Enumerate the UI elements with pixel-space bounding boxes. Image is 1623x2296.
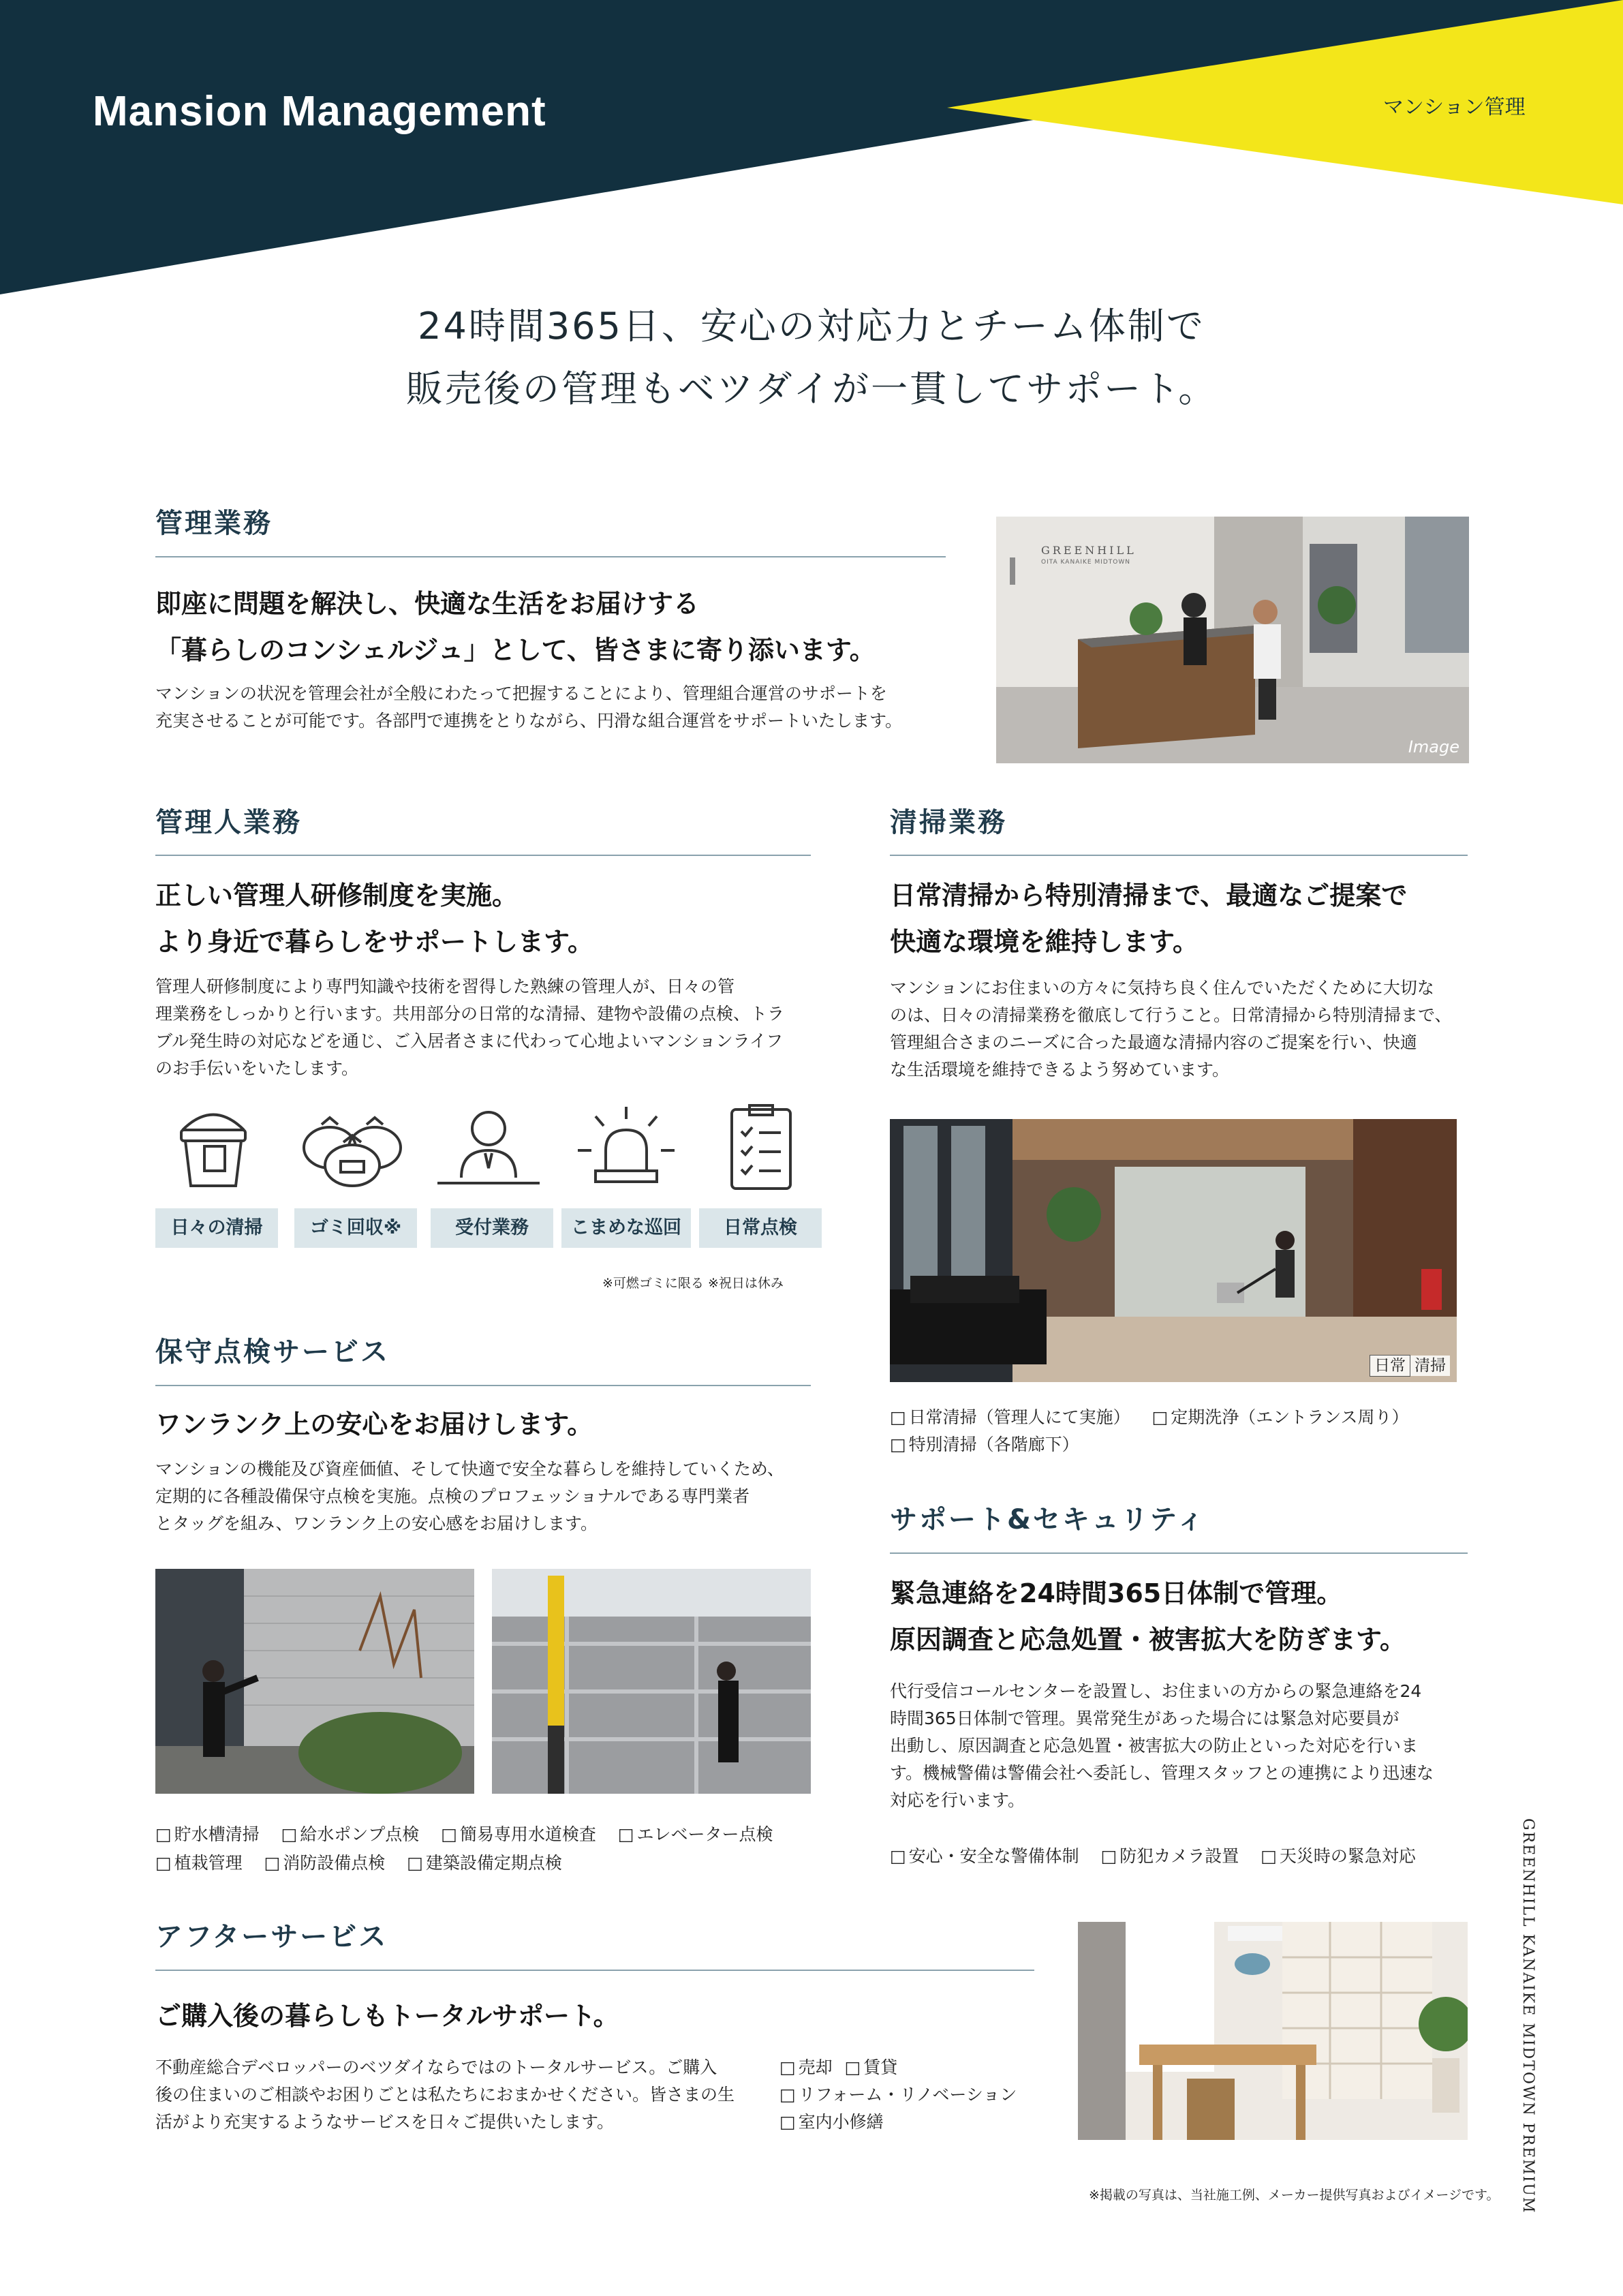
kanrinin-body-4: のお手伝いをいたします。 <box>155 1058 359 1078</box>
check-item: □ 安心・安全な警備体制 <box>890 1846 1079 1866</box>
check-item: □ 売却 <box>779 2057 833 2077</box>
support-body-4: す。機械警備は警備会社へ委託し、管理スタッフとの連携により迅速な <box>890 1763 1434 1783</box>
seiso-body-3: 管理組合さまのニーズに合った最適な清掃内容のご提案を行い、快適 <box>890 1032 1417 1052</box>
cleaning-photo <box>890 1119 1457 1382</box>
support-heading-1: 緊急連絡を24時間365日体制で管理。 <box>890 1578 1343 1608</box>
seiso-heading-2: 快適な環境を維持します。 <box>890 927 1199 957</box>
icon-label-patrol: こまめな巡回 <box>561 1208 691 1248</box>
check-item: □ 賃貸 <box>845 2057 898 2077</box>
kanrinin-body-2: 理業務をしっかりと行います。共用部分の日常的な清掃、建物や設備の点検、トラ <box>155 1004 785 1024</box>
reception-photo <box>996 517 1469 763</box>
section-rule <box>155 855 811 856</box>
support-body-1: 代行受信コールセンターを設置し、お住まいの方からの緊急連絡を24 <box>890 1681 1422 1701</box>
section-rule <box>890 1552 1468 1554</box>
check-item: □ 特別清掃（各階廊下） <box>890 1435 1079 1454</box>
check-item: □ 貯水槽清掃 <box>155 1824 260 1844</box>
support-body-2: 時間365日体制で管理。異常発生があった場合には緊急対応要員が <box>890 1709 1400 1728</box>
check-item: □ 日常清掃（管理人にて実施） <box>890 1407 1130 1427</box>
seiso-heading-1: 日常清掃から特別清掃まで、最適なご提案で <box>890 881 1408 910</box>
kanrinin-heading-1: 正しい管理人研修制度を実施。 <box>155 881 519 910</box>
photo-caption: Image <box>1408 737 1459 756</box>
header-banner <box>0 0 1623 300</box>
lead-line-1: 24時間365日、安心の対応力とチーム体制で <box>418 305 1205 348</box>
header-title: Mansion Management <box>93 88 546 135</box>
alarm-light-icon <box>568 1103 684 1191</box>
after-checklist-1 <box>779 2054 919 2079</box>
after-body-2: 後の住まいのご相談やお困りごとは私たちにおまかせください。皆さまの生 <box>155 2085 735 2104</box>
photo-sign-2: OITA KANAIKE MIDTOWN <box>1041 559 1131 566</box>
section-rule <box>155 1385 811 1386</box>
icon-label-cleaning: 日々の清掃 <box>155 1208 278 1248</box>
check-item: □ 消防設備点検 <box>264 1853 386 1873</box>
check-item: □ 室内小修繕 <box>779 2112 884 2132</box>
section-title-kanrinin: 管理人業務 <box>155 807 302 838</box>
side-vertical-text: GREENHILL KANAIKE MIDTOWN PREMIUM <box>1519 1818 1536 2214</box>
hoshu-body-2: 定期的に各種設備保守点検を実施。点検のプロフェッショナルである専門業者 <box>155 1486 750 1506</box>
seiso-body-2: のは、日々の清掃業務を徹底して行うこと。日常清掃から特別清掃まで、 <box>890 1005 1452 1025</box>
icon-note: ※可燃ゴミに限る ※祝日は休み <box>602 1276 784 1291</box>
photo-badge <box>1370 1353 1450 1375</box>
header-subtitle: マンション管理 <box>1383 95 1526 119</box>
dining-photo <box>1078 1922 1468 2140</box>
after-checklist-2 <box>779 2081 1038 2106</box>
after-checklist-3 <box>779 2109 906 2133</box>
section-rule <box>890 855 1468 856</box>
icon-label-garbage: ゴミ回収※ <box>294 1208 417 1248</box>
after-body-3: 活がより充実するようなサービスを日々ご提供いたします。 <box>155 2112 615 2132</box>
kanrinin-body-1: 管理人研修制度により専門知識や技術を習得した熟練の管理人が、日々の管 <box>155 977 735 996</box>
bucket-icon <box>155 1103 271 1191</box>
hoshu-heading-1: ワンランク上の安心をお届けします。 <box>155 1409 593 1439</box>
kanrinin-body-3: ブル発生時の対応などを通じ、ご入居者さまに代わって心地よいマンションライフ <box>155 1031 784 1051</box>
section-title-after: アフターサービス <box>155 1921 388 1953</box>
hoshu-checklist-2 <box>155 1850 584 1874</box>
check-item: □ リフォーム・リノベーション <box>779 2085 1017 2104</box>
photo-badge-b: 清掃 <box>1410 1356 1450 1376</box>
kanri-body-2: 充実させることが可能です。各部門で連携をとりながら、円滑な組合運営をサポートいたします。 <box>155 711 903 731</box>
section-rule <box>155 556 946 557</box>
check-item: □ 建築設備定期点検 <box>407 1853 562 1873</box>
checklist-icon <box>703 1103 819 1191</box>
photo-badge-a: 日常 <box>1370 1355 1410 1377</box>
check-item: □ 定期洗浄（エントランス周り） <box>1152 1407 1409 1427</box>
seiso-body-4: な生活環境を維持できるよう努めています。 <box>890 1060 1230 1080</box>
seiso-checklist-1 <box>890 1404 1431 1428</box>
section-rule <box>155 1970 1034 1971</box>
support-heading-2: 原因調査と応急処置・被害拡大を防ぎます。 <box>890 1625 1406 1655</box>
check-item: □ 簡易専用水道検査 <box>441 1824 596 1844</box>
kanri-heading-2: 「暮らしのコンシェルジュ」として、皆さまに寄り添います。 <box>155 635 876 665</box>
kanri-heading-1: 即座に問題を解決し、快適な生活をお届けする <box>155 589 700 619</box>
support-body-3: 出動し、原因調査と応急処置・被害拡大の防止といった対応を行いま <box>890 1736 1419 1756</box>
lead-line-2: 販売後の管理もベツダイが一貫してサポート。 <box>405 367 1218 410</box>
check-item: □ 植栽管理 <box>155 1853 243 1873</box>
after-body-1: 不動産総合デベロッパーのベツダイならではのトータルサービス。ご購入 <box>155 2057 717 2077</box>
section-title-seiso: 清掃業務 <box>890 807 1007 838</box>
seiso-checklist-2 <box>890 1431 1101 1456</box>
check-item: □ 防犯カメラ設置 <box>1101 1846 1239 1866</box>
water-tank-photo <box>155 1569 474 1794</box>
hoshu-body-3: とタッグを組み、ワンランク上の安心感をお届けします。 <box>155 1514 598 1533</box>
after-heading-1: ご購入後の暮らしもトータルサポート。 <box>155 2001 619 2031</box>
icon-label-inspection: 日常点検 <box>699 1208 822 1248</box>
photo-sign: GREENHILL <box>1041 544 1137 557</box>
footnote: ※掲載の写真は、当社施工例、メーカー提供写真およびイメージです。 <box>1089 2188 1500 2203</box>
section-title-support: サポート&セキュリティ <box>890 1504 1206 1535</box>
support-checklist <box>890 1843 1438 1867</box>
check-item: □ 給水ポンプ点検 <box>281 1824 420 1844</box>
garbage-bags-icon <box>294 1103 410 1191</box>
support-body-5: 対応を行います。 <box>890 1790 1025 1810</box>
kanrinin-heading-2: より身近で暮らしをサポートします。 <box>155 927 593 957</box>
section-title-hoshu: 保守点検サービス <box>155 1336 390 1368</box>
reception-person-icon <box>431 1103 546 1191</box>
seiso-body-1: マンションにお住まいの方々に気持ち良く住んでいただくために大切な <box>890 978 1434 998</box>
check-item: □ 天災時の緊急対応 <box>1261 1846 1416 1866</box>
hoshu-body-1: マンションの機能及び資産価値、そして快適で安全な暮らしを維持していくため、 <box>155 1459 784 1479</box>
kanri-body-1: マンションの状況を管理会社が全般にわたって把握することにより、管理組合運営のサポートを <box>155 684 887 703</box>
parking-photo <box>492 1569 811 1794</box>
icon-label-reception: 受付業務 <box>431 1208 553 1248</box>
check-item: □ エレベーター点検 <box>618 1824 773 1844</box>
hoshu-checklist-1 <box>155 1821 795 1846</box>
section-title-kanri: 管理業務 <box>155 508 273 539</box>
